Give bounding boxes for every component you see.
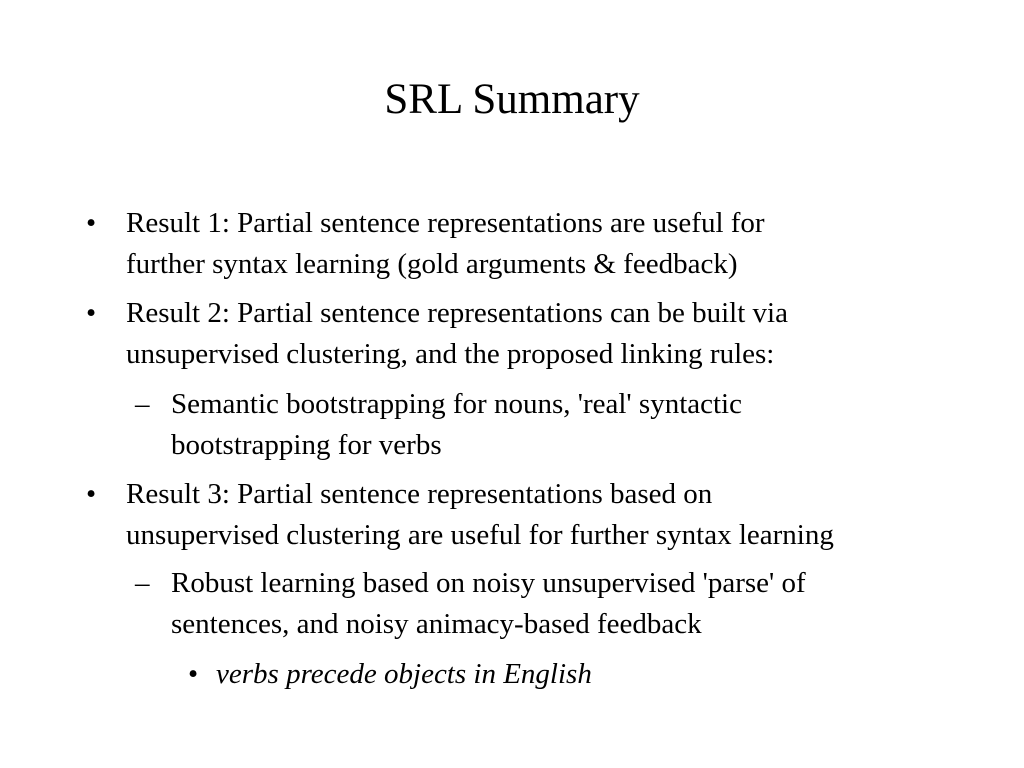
sub-item-line: sentences, and noisy animacy-based feedback bbox=[171, 608, 702, 640]
sub-item-line: bootstrapping for verbs bbox=[171, 429, 442, 461]
bullet-item-result-2 bbox=[86, 293, 788, 375]
bullet-item-result-1 bbox=[86, 203, 765, 285]
bullet-marker: • bbox=[188, 658, 199, 690]
bullet-marker: • bbox=[86, 478, 97, 510]
bullet-marker: • bbox=[86, 207, 97, 239]
bullet-marker: • bbox=[86, 297, 97, 329]
sub-item-robust-learning bbox=[135, 563, 806, 645]
sub-item-line: Robust learning based on noisy unsupervised 'parse' of bbox=[171, 567, 806, 599]
sub-item-line: Semantic bootstrapping for nouns, 'real' syntactic bbox=[171, 388, 742, 420]
bullet-line: unsupervised clustering are useful for further syntax learning bbox=[126, 519, 834, 551]
bullet-item-result-3 bbox=[86, 474, 834, 556]
dash-marker: – bbox=[135, 388, 150, 420]
slide-title: SRL Summary bbox=[384, 76, 640, 123]
bullet-line: unsupervised clustering, and the proposed linking rules: bbox=[126, 338, 775, 370]
bullet-line: Result 2: Partial sentence representations can be built via bbox=[126, 297, 788, 329]
dash-marker: – bbox=[135, 567, 150, 599]
bullet-line: Result 1: Partial sentence representations are useful for bbox=[126, 207, 765, 239]
sub-sub-item-line: verbs precede objects in English bbox=[216, 658, 592, 690]
sub-sub-item-verbs-precede bbox=[188, 654, 592, 695]
bullet-line: Result 3: Partial sentence representations based on bbox=[126, 478, 713, 510]
bullet-line: further syntax learning (gold arguments & feedback) bbox=[126, 248, 738, 280]
sub-item-semantic-bootstrapping bbox=[135, 384, 742, 466]
